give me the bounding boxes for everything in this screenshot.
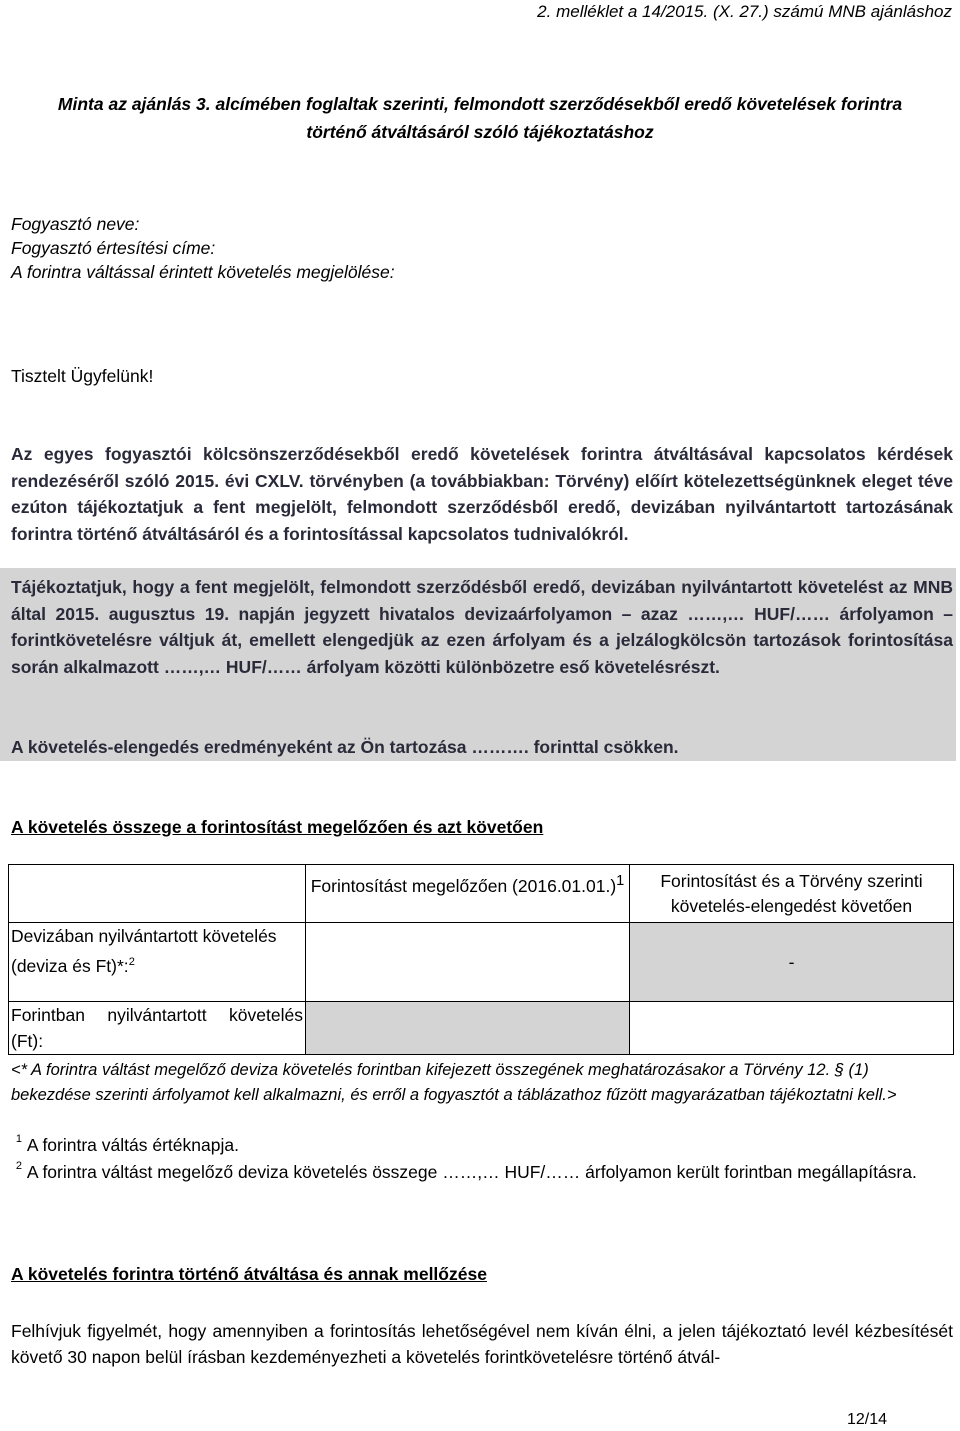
cell-foreign-after: - [630,923,954,1002]
table-note: <* A forintra váltást megelőző deviza követelés forintban kifejezett összegének meghatározásakor a Törvény 12. § (1) bekezdése szerinti árfolyamot kell alkalmazni, és erről a fogyasztót a táblázathoz fűzött magyarázatban tájékoztatni kell.> [11,1061,897,1104]
section-heading-conversion: A követelés forintra történő átváltása és annak mellőzése [11,1264,487,1284]
table-row [9,1002,954,1055]
table-row [9,923,954,1002]
title-line-1: Minta az ajánlás 3. alcímében foglaltak szerinti, felmondott szerződésekből eredő követelések forintra [57,94,903,114]
consumer-address-label: Fogyasztó értesítési címe: [11,238,216,258]
column-header-before-text: Forintosítást megelőzően (2016.01.01.) [310,875,617,896]
annex-header: 2. melléklet a 14/2015. (X. 27.) számú MNB ajánláshoz [537,2,952,21]
title-line-2: történő átváltásáról szóló tájékoztatáshoz [306,122,654,142]
footnote-ref-2: 2 [128,956,135,968]
intro-paragraph: Az egyes fogyasztói kölcsönszerződésekből eredő követelések forintra átváltásával kapcsolatos kérdések rendezéséről szóló 2015. évi CXLV. törvényben (a továbbiakban: Törvény) előírt kötelezettségünknek eleget téve ezúton tájékoztatjuk a fent megjelölt, felmondott szerződésből eredő, devizában nyilvántartott tartozásának forintra történő átváltásáról és a forintosítással kapcsolatos tudnivalókról. [11,444,953,544]
row-label-foreign-currency [9,923,306,1002]
column-header-after: Forintosítást és a Törvény szerinti követelés-elengedést követően [630,865,954,923]
column-header-before [306,865,630,923]
conversion-paragraph: Tájékoztatjuk, hogy a fent megjelölt, felmondott szerződésből eredő, devizában nyilvántartott követelést az MNB által 2015. augusztus 19. napján jegyzett hivatalos devizaárfolyamon – azaz ……,… HUF/…… árfolyamon – forintkövetelésre váltjuk át, emellett elengedjük az ezen árfolyam és a jelzálogkölcsön tartozások forintosítása során alkalmazott ……,… HUF/…… árfolyam közötti különbözetre eső követelésrészt. [11,577,953,677]
consumer-fields [11,212,395,284]
row-label-forint: Forintban nyilvántartott követelés (Ft): [9,1002,306,1055]
consumer-name-label: Fogyasztó neve: [11,214,140,234]
claim-designation-label: A forintra váltással érintett követelés megjelölése: [11,262,395,282]
footnote-1-text: A forintra váltás értéknapja. [26,1134,239,1155]
page-number: 12/14 [847,1411,888,1428]
cell-forint-before [306,1002,630,1055]
table-header-row [9,865,954,923]
document-title [22,90,938,146]
opt-out-paragraph: Felhívjuk figyelmét, hogy amennyiben a forintosítás lehetőségével nem kíván élni, a jelen tájékoztató levél kézbesítését követő 30 napon belül írásban kezdeményezheti a követelés forintkövetelésre történő átvál- [11,1321,953,1367]
reduction-paragraph: A követelés-elengedés eredményeként az Ön tartozása ………. forinttal csökken. [11,737,679,757]
greeting: Tisztelt Ügyfelünk! [11,366,154,386]
row-label-foreign-text-2 [11,949,303,979]
row-label-foreign-text: Devizában nyilvántartott követelés [11,926,277,946]
footnote-ref-1: 1 [616,873,625,889]
claim-amount-table [8,864,954,1055]
cell-foreign-before [306,923,630,1002]
row-label-foreign-text-2-span: (deviza és Ft)*: [11,955,129,976]
footnote-1-number: 1 [15,1133,22,1145]
section-heading-amount: A követelés összege a forintosítást megelőzően és azt követően [11,817,544,837]
table-corner-cell [9,865,306,923]
footnote-1 [11,1128,953,1158]
cell-forint-after [630,1002,954,1055]
footnote-2 [11,1155,953,1185]
footnote-2-text: A forintra váltást megelőző deviza követelés összege ……,… HUF/…… árfolyamon került forintban megállapításra. [26,1161,917,1182]
footnote-2-number: 2 [15,1160,22,1172]
